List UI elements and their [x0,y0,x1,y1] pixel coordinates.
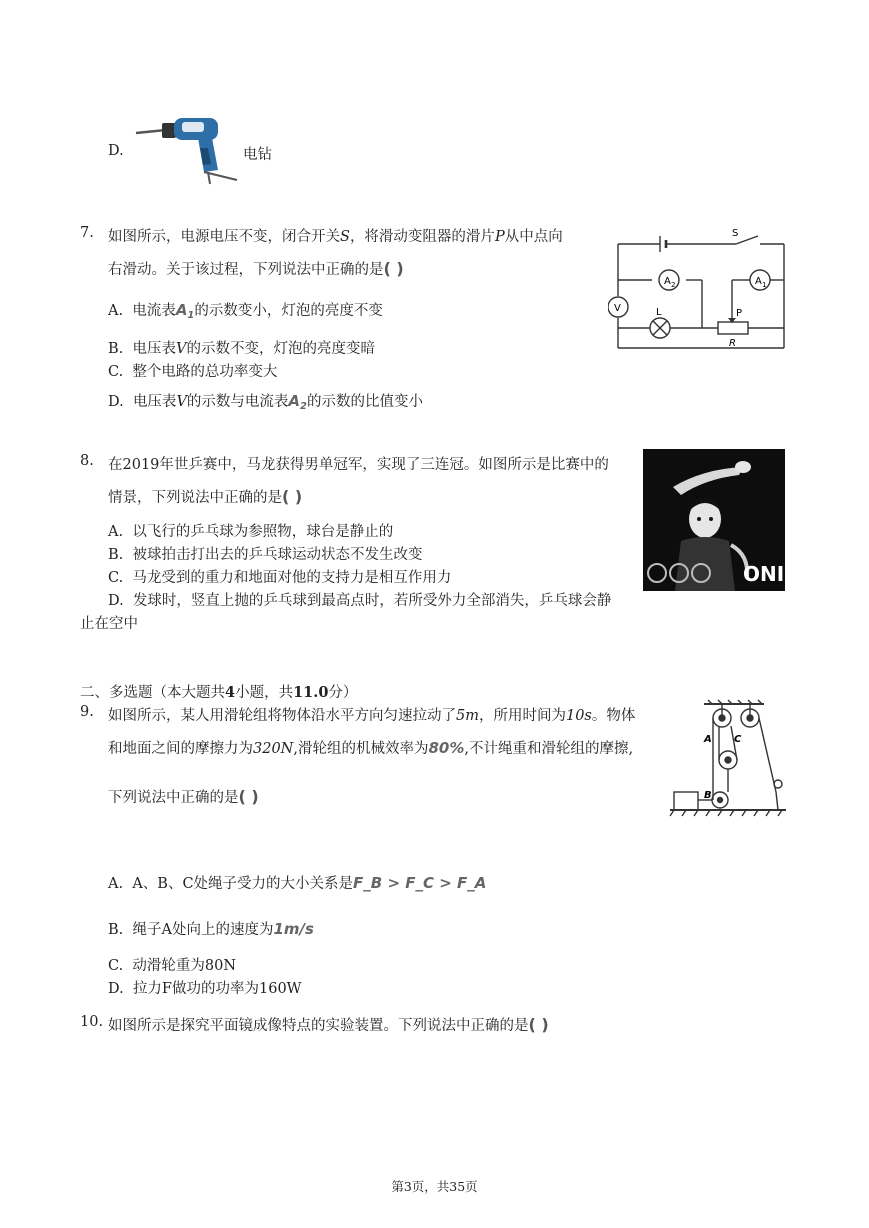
option-b: B. 电压表V的示数不变，灯泡的亮度变暗 [108,341,375,357]
question-text: 右滑动。关于该过程，下列说法中正确的是( ) [108,259,404,278]
page-footer: 第3页，共35页 [391,1179,478,1194]
option-letter: D. [108,143,124,159]
answer-paren: ( ) [282,487,303,506]
svg-text:1: 1 [762,281,767,289]
svg-text:A: A [664,276,671,287]
option-c: C. 动滑轮重为80N [108,958,237,974]
option-d: D. 发球时，竖直上抛的乒乓球到最高点时，若所受外力全部消失，乒乓球会静 [108,593,612,609]
pulley-diagram [668,696,790,820]
question-number: 9. [80,704,94,720]
option-c: C. 整个电路的总功率变大 [108,364,278,380]
question-number: 10. [80,1014,104,1030]
question-text: 如图所示，某人用滑轮组将物体沿水平方向匀速拉动了5m，所用时间为10s。物体 [108,708,636,724]
option-b: B. 绳子A处向上的速度为1m/s [108,920,314,938]
svg-text:A: A [755,276,762,287]
answer-paren: ( ) [383,259,404,278]
option-d: D. 电压表V的示数与电流表$A_2$的示数的比值变小 [108,392,423,412]
question-text: 和地面之间的摩擦力为320N,滑轮组的机械效率为80%,不计绳重和滑轮组的摩擦, [108,739,634,757]
question-text: 在2019年世乒赛中，马龙获得男单冠军，实现了三连冠。如图所示是比赛中的 [108,457,609,473]
svg-text:A: A [704,734,712,745]
svg-text:P: P [736,308,743,319]
question-text: 下列说法中正确的是( ) [108,787,259,806]
svg-text:V: V [614,303,621,314]
answer-paren: ( ) [238,787,259,806]
option-a: A. A、B、C处绳子受力的大小关系是F_B > F_C > F_A [108,874,487,892]
question-number: 7. [80,225,94,241]
drill-image [134,112,238,186]
svg-text:S: S [732,228,739,239]
question-text: 如图所示是探究平面镜成像特点的实验装置。下列说法中正确的是( ) [108,1015,549,1034]
table-tennis-photo [643,449,785,591]
question-number: 8. [80,453,94,469]
drill-label: 电钻 [243,147,272,163]
option-b: B. 被球拍击打出去的乒乓球运动状态不发生改变 [108,547,423,563]
svg-text:L: L [656,307,662,318]
svg-text:R: R [729,338,736,349]
option-a: A. 以飞行的乒乓球为参照物，球台是静止的 [108,524,394,540]
svg-text:ONI: ONI [743,562,785,586]
section-title: 二、多选题（本大题共4小题，共11.0分） [80,684,358,701]
svg-text:B: B [704,790,712,801]
question-text: 如图所示，电源电压不变，闭合开关S，将滑动变阻器的滑片P从中点向 [108,229,563,245]
svg-text:C: C [734,734,742,745]
option-d-continued: 止在空中 [80,616,138,632]
svg-text:2: 2 [671,281,676,289]
answer-paren: ( ) [528,1015,549,1034]
question-text: 情景，下列说法中正确的是( ) [108,487,303,506]
option-d: D. 拉力F做功的功率为160W [108,981,302,997]
option-c: C. 马龙受到的重力和地面对他的支持力是相互作用力 [108,570,452,586]
option-a: A. 电流表$A_1$的示数变小，灯泡的亮度不变 [108,301,383,321]
circuit-diagram [608,222,788,352]
